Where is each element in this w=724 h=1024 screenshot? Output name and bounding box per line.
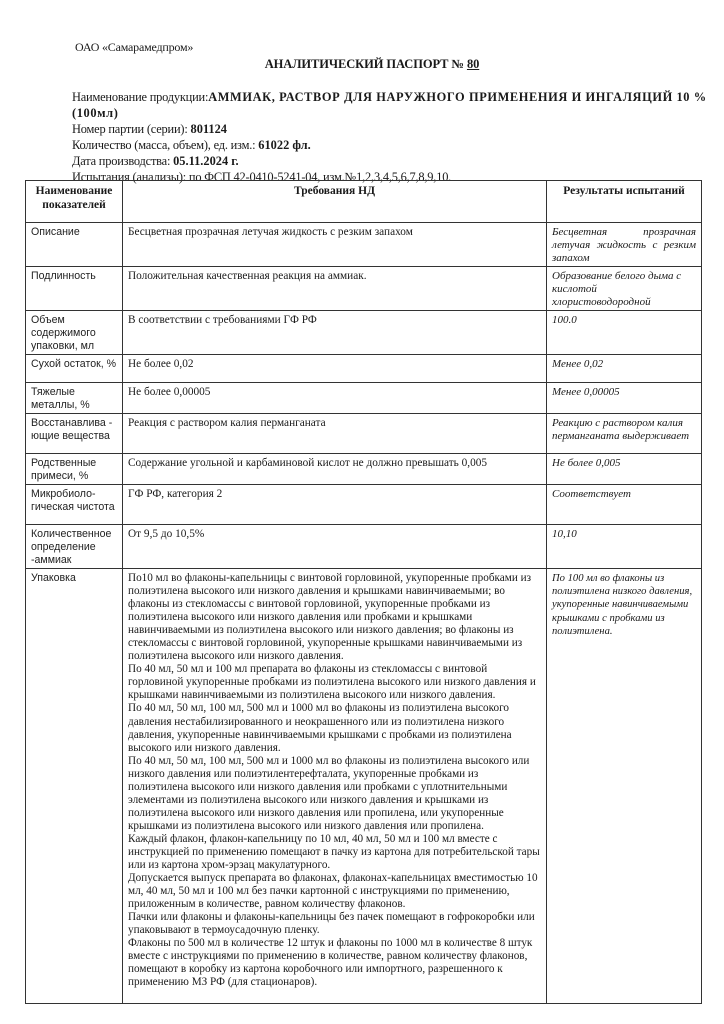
product-name-volume: (100мл) <box>72 106 119 120</box>
header-requirements: Требования НД <box>123 181 547 223</box>
indicator-name: Восстанавлива - ющие вещества <box>26 414 123 454</box>
packaging-paragraph: Флаконы по 500 мл в количестве 12 штук и флаконы по 1000 мл в количестве 8 штук вместе с инструкциями по применению в количестве, равном количеству флаконов, помещают в коробку из картона коробочного или импортного, разрешенного к применению МЗ РФ (для стационаров). <box>128 937 533 989</box>
test-result: Менее 0,00005 <box>547 383 702 414</box>
table-row <box>26 414 702 454</box>
organization-name: ОАО «Самарамедпром» <box>75 40 194 54</box>
header-indicator-name: Наименование показателей <box>26 181 123 223</box>
requirement: Реакция с раствором калия перманганата <box>123 414 547 454</box>
packaging-paragraph: По 40 мл, 50 мл и 100 мл препарата во флаконы из стекломассы с винтовой горловиной укупоренные пробками из полиэтилена высокого или низкого давления и крышками навинчиваемыми из полиэтилена высокого или низкого давления. <box>128 663 536 702</box>
product-name-line <box>72 89 706 105</box>
test-result: 100.0 <box>547 311 702 355</box>
tests-value: по ФСП 42-0410-5241-04, изм.№1,2,3,4,5,6,7,8,9,10. <box>188 170 452 184</box>
test-result: Образование белого дыма с кислотой хлористоводородной <box>547 267 702 311</box>
indicator-name: Микробиоло- гическая чистота <box>26 485 123 525</box>
packaging-requirements <box>123 569 547 1004</box>
indicator-name: Объем содержимого упаковки, мл <box>26 311 123 355</box>
test-result: Не более 0,005 <box>547 454 702 485</box>
specification-table <box>25 180 702 1004</box>
requirement: ГФ РФ, категория 2 <box>123 485 547 525</box>
requirement: Не более 0,00005 <box>123 383 547 414</box>
packaging-paragraph: Допускается выпуск препарата во флаконах, флаконах-капельницах вместимостью 10 мл, 40 мл, 50 мл и 100 мл без пачки картонной с инструкциями по применению, приложенным в количестве, равном количеству флаконов. <box>128 872 538 911</box>
requirement: В соответствии с требованиями ГФ РФ <box>123 311 547 355</box>
test-result: Бесцветная прозрачная летучая жидкость с резким запахом <box>547 223 702 267</box>
packaging-paragraph: По10 мл во флаконы-капельницы с винтовой горловиной, укупоренные пробками из полиэтилена высокого или низкого давления и крышками навинчиваемыми; во флаконы из стекломассы с винтовой горловиной, укупоренные пробками из полиэтилена высокого или низкого давления или пробками и крышками навинчиваемыми из полиэтилена высокого или низкого давления; во флаконы из стекломассы с винтовой горловиной, укупоренные крышками навинчиваемыми из полиэтилена высокого или низкого давления. <box>128 572 532 663</box>
table-row <box>26 383 702 414</box>
indicator-name: Родственные примеси, % <box>26 454 123 485</box>
packaging-paragraph: Каждый флакон, флакон-капельницу по 10 мл, 40 мл, 50 мл и 100 мл вместе с инструкцией по применению помещают в пачку из картона для потребительской тары или из картона хром-эрзац макулатурного. <box>128 832 540 872</box>
production-date-line <box>72 153 706 169</box>
product-label: Наименование продукции: <box>72 90 209 104</box>
table-row <box>26 454 702 485</box>
batch-line <box>72 121 706 137</box>
quantity-label: Количество (масса, объем), ед. изм.: <box>72 138 256 152</box>
quantity-value: 61022 фл. <box>258 138 311 152</box>
requirement: Содержание угольной и карбаминовой кислот не должно превышать 0,005 <box>123 454 547 485</box>
table-row <box>26 267 702 311</box>
table-row <box>26 311 702 355</box>
table-row <box>26 525 702 569</box>
indicator-name: Упаковка <box>26 569 123 1004</box>
requirement: Бесцветная прозрачная летучая жидкость с резким запахом <box>123 223 547 267</box>
batch-value: 801124 <box>190 122 227 136</box>
document-title <box>0 57 724 72</box>
packaging-paragraph: По 40 мл, 50 мл, 100 мл, 500 мл и 1000 мл во флаконы из полиэтилена высокого давления нестабилизированного и неокрашенного или из полиэтилена низкого давления, укупоренные навинчиваемыми крышками с пробками из полиэтилена высокого или низкого давления. <box>128 702 512 754</box>
document-title-text: АНАЛИТИЧЕСКИЙ ПАСПОРТ № <box>264 57 464 71</box>
table-row <box>26 223 702 267</box>
production-date-value: 05.11.2024 г. <box>173 154 239 168</box>
table-row-packaging <box>26 569 702 1004</box>
indicator-name: Сухой остаток, % <box>26 355 123 383</box>
batch-label: Номер партии (серии): <box>72 122 188 136</box>
indicator-name: Описание <box>26 223 123 267</box>
indicator-name: Тяжелые металлы, % <box>26 383 123 414</box>
product-name: АММИАК, РАСТВОР ДЛЯ НАРУЖНОГО ПРИМЕНЕНИЯ И ИНГАЛЯЦИЙ 10 % <box>208 90 707 104</box>
requirement: Положительная качественная реакция на аммиак. <box>123 267 547 311</box>
table-row <box>26 355 702 383</box>
product-meta <box>72 89 706 185</box>
test-result: Соответствует <box>547 485 702 525</box>
production-date-label: Дата производства: <box>72 154 171 168</box>
indicator-name: Подлинность <box>26 267 123 311</box>
packaging-result: По 100 мл во флаконы из полиэтилена низкого давления, укупоренные навинчиваемыми крышками с пробками из полиэтилена. <box>547 569 702 1004</box>
requirement: Не более 0,02 <box>123 355 547 383</box>
header-results: Результаты испытаний <box>547 181 702 223</box>
packaging-paragraph: По 40 мл, 50 мл, 100 мл, 500 мл и 1000 мл во флаконы из полиэтилена высокого или низкого давления или полиэтилентерефталата, укупоренные пробками из полиэтилена высокого или низкого давления или пробками с уплотнительными элементами из полиэтилена высокого или низкого давления и крышками из полиэтилена высокого или низкого давления или пропилена, или укупоренные крышками из полиэтилена высокого или низкого давления или пропилена. <box>128 754 530 832</box>
packaging-paragraph: Пачки или флаконы и флаконы-капельницы без пачек помещают в гофрокоробки или упаковывают в термоусадочную пленку. <box>128 911 535 937</box>
tests-label: Испытания (анализы): <box>72 170 186 184</box>
requirement: От 9,5 до 10,5% <box>123 525 547 569</box>
table-row <box>26 485 702 525</box>
test-result: 10,10 <box>547 525 702 569</box>
quantity-line <box>72 137 706 153</box>
test-result: Менее 0,02 <box>547 355 702 383</box>
table-header-row <box>26 181 702 223</box>
indicator-name: Количественное определение -аммиак <box>26 525 123 569</box>
test-result: Реакцию с раствором калия перманганата выдерживает <box>547 414 702 454</box>
passport-number: 80 <box>466 57 480 71</box>
